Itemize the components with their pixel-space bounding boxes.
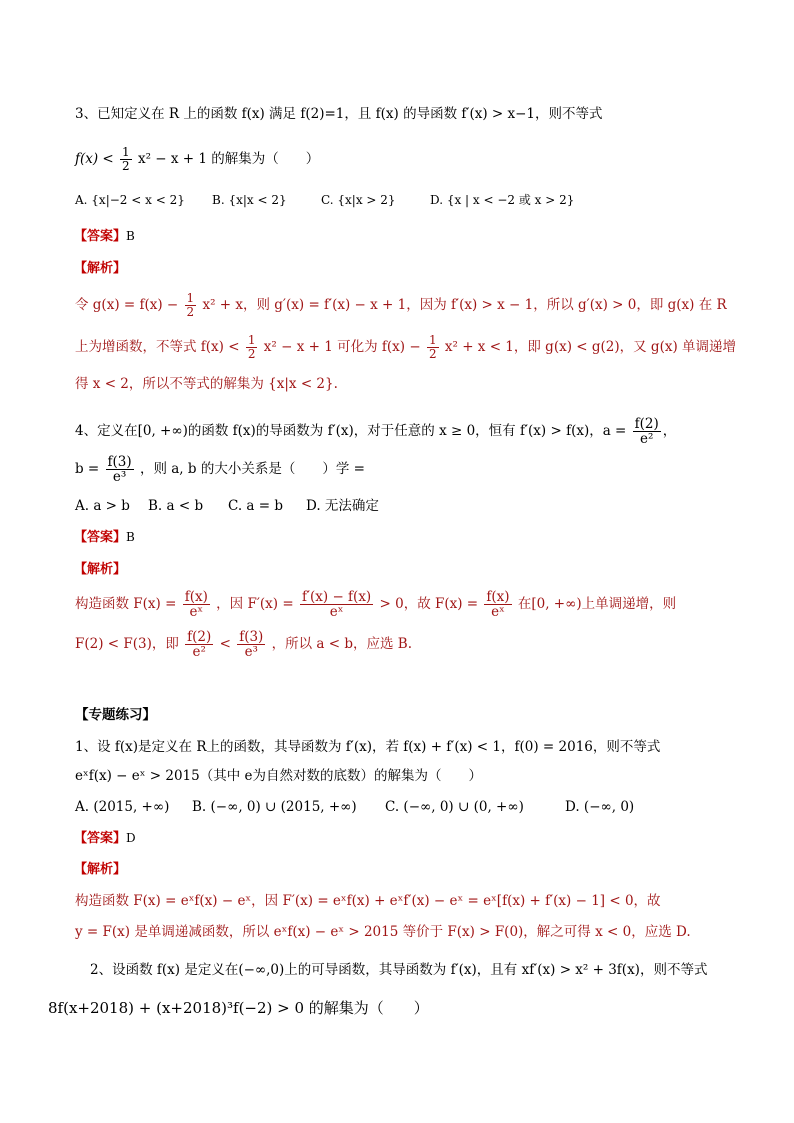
q3-analysis-line2: 上为增函数，不等式 f(x) < $\frac{1}{2}$ x² − x + 1 可化为 f(x) − $\frac{1}{2}$ x² + x < 1，即 g(x) < g(2)，又 g(x) 单调递增: [75, 333, 737, 361]
p2-stem-line1: 2、设函数 f(x) 是定义在(−∞,0)上的可导函数，其导函数为 f′(x)，且有 xf′(x) > x² + 3f(x)，则不等式: [90, 962, 708, 978]
q3-fraction-half: $\frac{1}{2}$: [122, 145, 130, 173]
p1-option-c: C. (−∞, 0) ∪ (0, +∞): [385, 799, 524, 815]
q3-option-a: A. {x|−2 < x < 2}: [75, 193, 185, 207]
q4-option-b: B. a < b: [148, 498, 204, 514]
q4-stem-line2: b = $\frac{f(3)}{\text{e³}}$ ，则 a, b 的大小关系是（ ）学 =: [75, 453, 365, 485]
q4-analysis-line1: 构造函数 F(x) = $\frac{f(x)}{\text{eˣ}}$ ，因 F′(x) = $\frac{f'(x) - f(x)}{\text{eˣ}}$ > 0，故 F(x) = $\frac{f(x)}{\text{eˣ}}$ 在[0, +∞)上单调递增，则: [75, 588, 677, 620]
q4-answer: 【答案】B: [74, 530, 135, 545]
q3-analysis-label: 【解析】: [74, 261, 127, 276]
q4-option-a: A. a > b: [75, 498, 130, 514]
p1-analysis-label: 【解析】: [74, 862, 127, 877]
p1-analysis-line2: y = F(x) 是单调递减函数，所以 eˣf(x) − eˣ > 2015 等价于 F(x) > F(0)，解之可得 x < 0，应选 D.: [75, 924, 691, 940]
q4-fraction-a: $\frac{f(2)}{\text{e²}}$: [634, 415, 659, 447]
q3-stem-line1: 3、已知定义在 R 上的函数 f(x) 满足 f(2)=1，且 f(x) 的导函数 f′(x) > x−1，则不等式: [75, 106, 603, 122]
q3-analysis-line1: 令 g(x) = f(x) − $\frac{1}{2}$ x² + x，则 g′(x) = f′(x) − x + 1，因为 f′(x) > x − 1，所以 g′(x) > 0，即 g(x) 在 R: [75, 291, 727, 319]
p1-stem-line1: 1、设 f(x)是定义在 R上的函数，其导函数为 f′(x)，若 f(x) + f′(x) < 1，f(0) = 2016，则不等式: [75, 739, 661, 755]
q4-analysis-label: 【解析】: [74, 562, 127, 577]
q3-lhs: f(x) <: [75, 151, 114, 167]
q4-stem-line1: 4、定义在[0, +∞)的函数 f(x)的导函数为 f′(x)，对于任意的 x ≥ 0，恒有 f′(x) > f(x)，a = $\frac{f(2)}{\text{e²}}$ ，: [75, 415, 677, 447]
q3-option-d: D. {x | x < −2 或 x > 2}: [430, 193, 575, 207]
q3-analysis-fraction: $\frac{1}{2}$: [186, 291, 195, 319]
p1-option-d: D. (−∞, 0): [565, 799, 635, 815]
q4-option-d: D. 无法确定: [306, 498, 379, 514]
q3-option-c: C. {x|x > 2}: [321, 193, 396, 207]
q3-analysis-line3: 得 x < 2，所以不等式的解集为 {x|x < 2}.: [75, 376, 338, 392]
answer-value: B: [126, 229, 135, 243]
practice-heading: 【专题练习】: [75, 707, 156, 723]
p1-answer: 【答案】D: [74, 831, 136, 846]
q4-option-c: C. a = b: [228, 498, 284, 514]
p1-option-a: A. (2015, +∞): [75, 799, 170, 815]
answer-label: 【答案】: [74, 229, 127, 244]
q4-fraction-b: $\frac{f(3)}{\text{e³}}$: [107, 453, 132, 485]
q3-rhs: x² − x + 1 的解集为（ ）: [137, 151, 320, 167]
q3-stem-line2: [75, 144, 319, 174]
q3-option-b: B. {x|x < 2}: [212, 193, 287, 207]
p1-analysis-line1: 构造函数 F(x) = eˣf(x) − eˣ，因 F′(x) = eˣf(x) + eˣf′(x) − eˣ = eˣ[f(x) + f′(x) − 1] < 0，故: [75, 893, 661, 909]
p1-stem-line2: eˣf(x) − eˣ > 2015（其中 e为自然对数的底数）的解集为（ ）: [75, 768, 482, 784]
q4-analysis-line2: F(2) < F(3)，即 $\frac{f(2)}{\text{e²}}$ < $\frac{f(3)}{\text{e³}}$ ，所以 a < b，应选 B.: [75, 628, 413, 660]
p1-option-b: B. (−∞, 0) ∪ (2015, +∞): [192, 799, 357, 815]
p2-stem-line2: 8f(x+2018) + (x+2018)³f(−2) > 0 的解集为（ ）: [48, 999, 429, 1017]
q3-answer: [74, 226, 135, 247]
